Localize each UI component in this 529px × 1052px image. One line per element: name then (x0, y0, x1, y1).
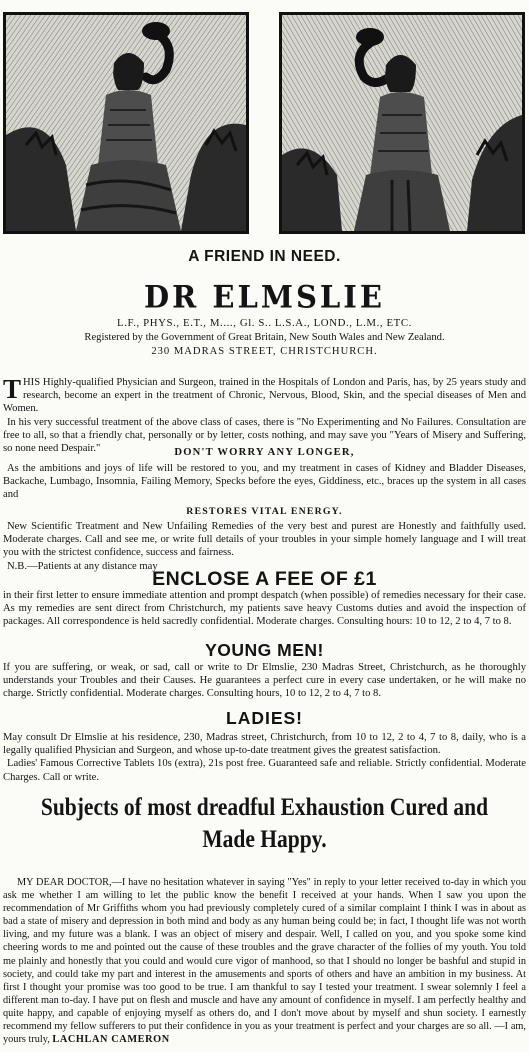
credentials-line: L.F., PHYS., E.T., M...., Gl. S.. L.S.A., LOND., L.M., ETC. (117, 317, 412, 329)
intro-paragraphs (3, 376, 526, 455)
drop-cap: T (3, 374, 22, 404)
kidney-text: As the ambitions and joys of life will be restored to you, and my treatment in cases of Kidney and Bladder Diseases, Backache, Lumbago, Insomnia, Failing Memory, Specks before the eyes, Giddiness, etc., braces up the system in all cases and (3, 463, 526, 501)
intro-text-2: In his very successful treatment of the above class of cases, there is "No Experimenting and No Failures. Consultation are free to all, so that a friendly chat, personally or by letter, costs nothing, and may save you "Years of Misery and Suffering, so none need Despair." (3, 416, 526, 455)
subjects-heading: Subjects of most dreadful Exhaustion Cured and Made Happy. (40, 794, 489, 853)
testimonial-letter (3, 876, 526, 1046)
young-men-heading: YOUNG MEN! (205, 640, 324, 660)
restores-heading: RESTORES VITAL ENERGY. (186, 506, 343, 517)
doctor-name-heading: DR ELMSLIE (144, 279, 385, 315)
tablets-text: Ladies' Famous Corrective Tablets 10s (extra), 21s post free. Guaranteed safe and reliable. Strictly confidential. Moderate Charges. Call or write. (3, 758, 526, 783)
figure-illustration (6, 15, 246, 231)
engraving-left (3, 12, 249, 234)
figure-illustration (282, 15, 522, 231)
ladies-paragraph (3, 731, 526, 784)
engraving-right (279, 12, 525, 234)
intro-text: HIS Highly-qualified Physician and Surgeon, trained in the Hospitals of London and Paris, has, by 25 years study and research, become an expert in the treatment of Chronic, Nervous, Blood, Skin, and the special diseases of Men and Women. (3, 377, 526, 415)
young-men-text: If you are suffering, or weak, or sad, call or write to Dr Elmslie, 230 Madras Street, Christchurch, as he thoroughly understands your Troubles and their Causes. He guarantees a perfect cure in every case undertaken, or he will make no charge. Strictly confidential. Moderate charges. Consulting hours, 10 to 12, 2 to 4, 7 to 8. (3, 662, 526, 700)
scientific-text: New Scientific Treatment and New Unfailing Remedies of the very best and purest are Honestly and faithfully used. Moderate charges. Call and see me, or write full details of your troubles in your simple homely language and I will treat you with the strictest confidence, success and fairness. (3, 521, 526, 559)
young-men-paragraph (3, 661, 526, 701)
scientific-paragraph (3, 520, 526, 573)
dont-worry-heading: DON'T WORRY ANY LONGER, (174, 447, 355, 458)
ladies-heading: LADIES! (226, 708, 303, 728)
letter-body: MY DEAR DOCTOR,—I have no hesitation whatever in saying "Yes" in reply to your letter received to-day in which you ask me whether I am willing to let the public know the benefit I received at your hands. When I saw you upon the recommendation of Mr Griffiths whom you had previously completely cured of a similar complaint I think I was in about as bad a state of misery and depression in both mind and body as any human being could be; in fact, I thought life was not worth living, and my future was a blank. I was an object of misery and despair. Well, I called on you, and you spoke some kind cheering words to me and pointed out the cause of these troubles and the grave character of the follies of my youth. You told me plainly and honestly that you could and would cure vigor of manhood, so that I should no longer be bashful and stupid in society, and could take my part and interest in the amusements and sports of others and have an ambition in my business. At first I thought your promise was too good to be true. I am thankful to say I tested your treatment. I swear solemnly I feel a different man to-day. I have put on flesh and muscle and have any amount of confidence in myself. I am perfectly healthy and quite happy, and capable of enjoying myself as others do, and I don't move about by myself and shun society. I earnestly recommend my fellow sufferers to put their confidence in you as your treatment is perfect and your charges are so all. —I am, yours truly, (3, 877, 526, 1046)
enclose-fee-heading: ENCLOSE A FEE OF £1 (152, 568, 377, 590)
kidney-paragraph (3, 462, 526, 502)
registration-line: Registered by the Government of Great Britain, New South Wales and New Zealand. (84, 332, 445, 343)
address-line: 230 MADRAS STREET, CHRISTCHURCH. (151, 346, 378, 357)
ladies-text: May consult Dr Elmslie at his residence, 230, Madras street, Christchurch, from 10 to 12, 2 to 4, 7 to 8, daily, who is a legally qualified Physician and Surgeon, and whose up-to-date treatment gives the greatest satisfaction. (3, 732, 526, 757)
fee-paragraph (3, 589, 526, 629)
nb-text: N.B.—Patients at any distance may (7, 560, 158, 572)
fee-text: in their first letter to ensure immediate attention and prompt despatch (when possible) of remedies necessary for their case. As my remedies are sent direct from Christchurch, my patients save heavy Customs duties and avoid the inspection of packages. All correspondence is held sacredly confidential. Moderate charges. Consulting hours: 10 to 12, 2 to 4, 7 to 8. (3, 590, 526, 628)
friend-in-need-heading: A FRIEND IN NEED. (188, 248, 341, 265)
letter-signature: LACHLAN CAMERON (52, 1034, 170, 1046)
